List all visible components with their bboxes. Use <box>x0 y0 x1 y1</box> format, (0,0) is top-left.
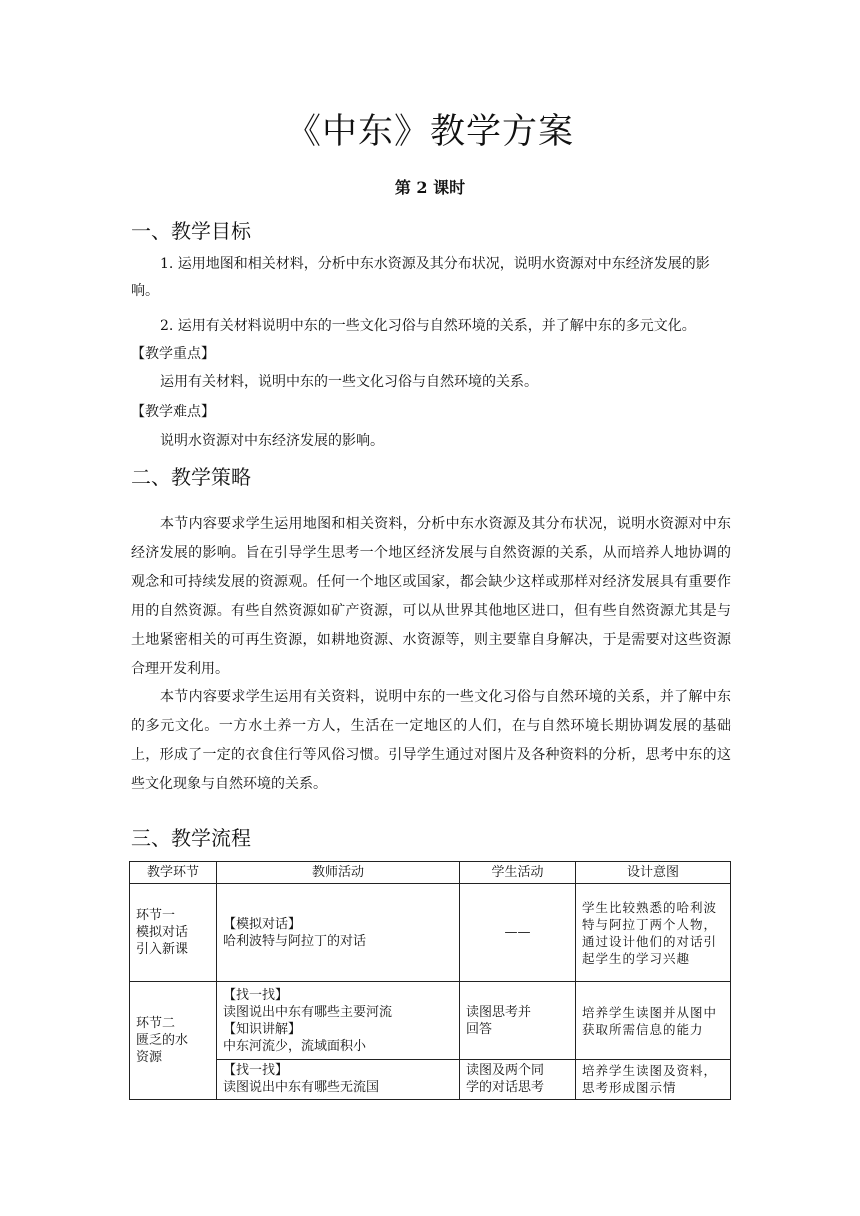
design-intent-cell: 学生比较熟悉的哈利波特与阿拉丁两个人物，通过设计他们的对话引起学生的学习兴趣 <box>576 884 731 982</box>
goal-1: 1. 运用地图和相关材料，分析中东水资源及其分布状况，说明水资源对中东经济发展的影响。 <box>131 256 710 299</box>
lesson-number: 第 2 课时 <box>394 178 466 197</box>
teacher-activity-cell: 【找一找】 读图说出中东有哪些无流国 <box>217 1060 460 1100</box>
header-student-activity: 学生活动 <box>460 862 576 884</box>
stage-cell: 环节一 模拟对话 引入新课 <box>130 884 217 982</box>
strategy-paragraph-2: 本节内容要求学生运用有关资料，说明中东的一些文化习俗与自然环境的关系，并了解中东的多元文化。一方水土养一方人，生活在一定地区的人们，在与自然环境长期协调发展的基础上，形成了一定的衣食住行等风俗习惯。引导学生通过对图片及各种资料的分析，思考中东的这些文化现象与自然环境的关系。 <box>131 689 731 792</box>
teacher-activity-cell: 【模拟对话】 哈利波特与阿拉丁的对话 <box>217 884 460 982</box>
key-point-label: 【教学重点】 <box>131 346 215 362</box>
student-activity-cell: 读图思考并 回答 <box>460 982 576 1060</box>
table-header-row <box>130 862 731 884</box>
teaching-process-table <box>129 861 731 1100</box>
header-teacher-activity: 教师活动 <box>217 862 460 884</box>
header-stage: 教学环节 <box>130 862 217 884</box>
heading-teaching-strategy: 二、教学策略 <box>131 465 251 489</box>
heading-teaching-process: 三、教学流程 <box>131 826 251 850</box>
heading-teaching-goals: 一、教学目标 <box>131 219 251 243</box>
table-row <box>130 1060 731 1100</box>
header-design-intent: 设计意图 <box>576 862 731 884</box>
teacher-activity-cell: 【找一找】 读图说出中东有哪些主要河流 【知识讲解】 中东河流少，流域面积小 <box>217 982 460 1060</box>
table-row <box>130 884 731 982</box>
design-intent-cell: 培养学生读图及资料，思考形成图示情 <box>576 1060 731 1100</box>
difficulty-text: 说明水资源对中东经济发展的影响。 <box>160 433 384 449</box>
key-point-text: 运用有关材料，说明中东的一些文化习俗与自然环境的关系。 <box>160 374 538 390</box>
student-activity-cell: —— <box>460 884 576 982</box>
student-activity-cell: 读图及两个同 学的对话思考 <box>460 1060 576 1100</box>
document-title: 《中东》教学方案 <box>285 112 574 152</box>
goal-2: 2. 运用有关材料说明中东的一些文化习俗与自然环境的关系，并了解中东的多元文化。 <box>160 318 696 334</box>
table-row <box>130 982 731 1060</box>
design-intent-cell: 培养学生读图并从图中获取所需信息的能力 <box>576 982 731 1060</box>
stage-cell: 环节二 匮乏的水 资源 <box>130 982 217 1100</box>
difficulty-label: 【教学难点】 <box>131 404 215 420</box>
strategy-paragraph-1: 本节内容要求学生运用地图和相关资料，分析中东水资源及其分布状况，说明水资源对中东经济发展的影响。旨在引导学生思考一个地区经济发展与自然资源的关系，从而培养人地协调的观念和可持续发展的资源观。任何一个地区或国家，都会缺少这样或那样对经济发展具有重要作用的自然资源。有些自然资源如矿产资源，可以从世界其他地区进口，但有些自然资源尤其是与土地紧密相关的可再生资源，如耕地资源、水资源等，则主要靠自身解决，于是需要对这些资源合理开发利用。 <box>131 516 731 677</box>
